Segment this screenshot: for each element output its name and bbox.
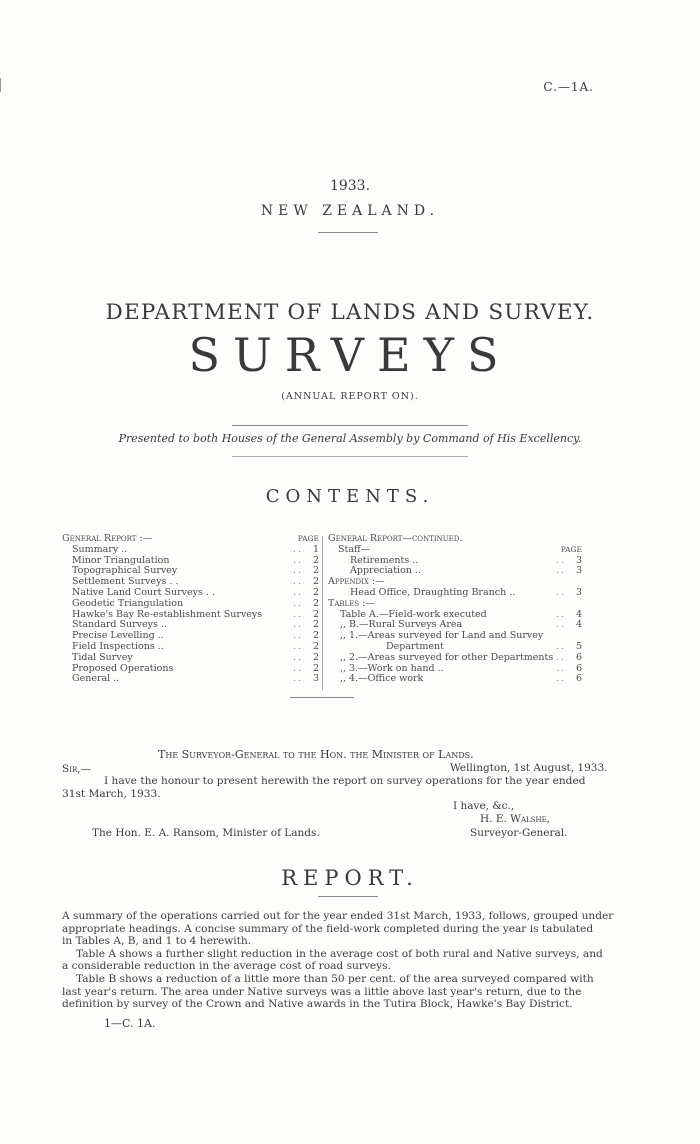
toc-leader-dots: .. — [292, 576, 303, 588]
toc-leader-dots: .. — [292, 597, 303, 609]
department-title: DEPARTMENT OF LANDS AND SURVEY. — [105, 300, 595, 325]
toc-item-page: 3 — [575, 586, 582, 598]
toc-item-label: Hawke's Bay Re-establishment Surveys — [72, 608, 263, 620]
toc-item-page: 3 — [575, 565, 582, 577]
report-line: Table B shows a reduction of a little more than 50 per cent. of the area surveyed compared with — [76, 972, 594, 985]
document-reference: C.—1A. — [543, 80, 594, 94]
toc-item-page: 2 — [312, 640, 319, 652]
toc-item-label: Summary .. — [72, 543, 128, 555]
letter-signer-title: Surveyor-General. — [470, 827, 568, 839]
toc-item-label: ,, 4.—Office work — [340, 673, 424, 685]
toc-item-label: ,, 2.—Areas surveyed for other Departments — [340, 651, 554, 663]
toc-leader-dots: .. — [292, 565, 303, 577]
toc-leader-dots: .. — [555, 586, 566, 598]
divider — [232, 425, 468, 426]
toc-item-page: 6 — [575, 651, 582, 663]
contents-heading: CONTENTS. — [265, 486, 435, 507]
toc-item-label: Tidal Survey — [72, 651, 133, 663]
toc-item-label: Field Inspections .. — [72, 640, 164, 652]
toc-leader-dots: .. — [292, 673, 303, 685]
toc-page-label: PAGE — [297, 534, 319, 543]
report-line: last year's return. The area under Native surveys was a little above last year's return, due to the — [62, 985, 582, 998]
toc-item-label: Table A.—Field-work executed — [340, 608, 487, 620]
toc-item-page: 2 — [312, 576, 319, 588]
report-body — [62, 910, 642, 1011]
report-line: definition by survey of the Crown and Native awards in the Tutira Block, Hawke's Bay District. — [62, 998, 573, 1011]
toc-table-items — [328, 610, 582, 686]
toc-leader-dots: .. — [292, 608, 303, 620]
toc-item-label: Head Office, Draughting Branch .. — [350, 586, 516, 598]
toc-item-page: 2 — [312, 619, 319, 631]
subtitle: (ANNUAL REPORT ON). — [281, 391, 419, 402]
toc-leader-dots: .. — [292, 640, 303, 652]
presented-line: Presented to both Houses of the General Assembly by Command of His Excellency. — [118, 432, 582, 445]
toc-item-label: Department — [386, 640, 444, 652]
toc-leader-dots: .. — [292, 586, 303, 598]
report-line: in Tables A, B, and 1 to 4 herewith. — [62, 935, 252, 948]
toc-staff-items — [328, 556, 582, 578]
toc-item-page: 2 — [312, 586, 319, 598]
country-title: NEW ZEALAND. — [260, 203, 440, 219]
toc-item-label: Retirements .. — [350, 554, 419, 566]
divider — [232, 456, 468, 457]
divider — [290, 697, 354, 698]
toc-leader-dots: .. — [555, 662, 566, 674]
toc-item-page: 2 — [312, 630, 319, 642]
report-line: appropriate headings. A concise summary of the field-work completed during the year is tabulated — [62, 922, 594, 935]
toc-item-label: Minor Triangulation — [72, 554, 170, 566]
toc-item-page: 2 — [312, 597, 319, 609]
toc-item-page: 2 — [312, 651, 319, 663]
toc-leader-dots: .. — [292, 651, 303, 663]
toc-item-page: 6 — [575, 673, 582, 685]
report-heading: REPORT. — [281, 866, 419, 890]
toc-heading-text: General Report :— — [62, 533, 153, 544]
toc-leader-dots: .. — [292, 662, 303, 674]
column-divider — [322, 536, 323, 690]
toc-item-label: Proposed Operations — [72, 662, 174, 674]
toc-item-label: Geodetic Triangulation — [72, 597, 184, 609]
toc-item-page: 5 — [575, 640, 582, 652]
toc-item-page: 2 — [312, 662, 319, 674]
toc-item-label: Appreciation .. — [350, 565, 421, 577]
letter-closing: I have, &c., — [453, 800, 515, 812]
toc-item-page: 1 — [312, 543, 319, 555]
contents-right-column — [328, 534, 582, 685]
toc-subheading-text: Staff— — [338, 543, 371, 555]
toc-leader-dots: .. — [292, 543, 303, 555]
toc-left-items — [62, 545, 319, 685]
toc-leader-dots: .. — [555, 673, 566, 685]
toc-leader-dots: .. — [555, 651, 566, 663]
toc-item-page: 2 — [312, 608, 319, 620]
margin-mark — [0, 78, 7, 92]
letter-addressee: The Hon. E. A. Ransom, Minister of Lands. — [92, 827, 320, 839]
toc-leader-dots: .. — [555, 640, 566, 652]
toc-item-page: 3 — [312, 673, 319, 685]
divider — [318, 232, 378, 233]
main-title: SURVEYS — [188, 328, 512, 382]
toc-item-label: Native Land Court Surveys . . — [72, 586, 215, 598]
toc-item-label: ,, 1.—Areas surveyed for Land and Survey — [340, 630, 544, 642]
footer-reference: 1—C. 1A. — [104, 1017, 156, 1030]
toc-item — [328, 631, 582, 642]
report-line: a considerable reduction in the average cost of road surveys. — [62, 960, 391, 973]
toc-item-label: Precise Levelling .. — [72, 630, 164, 642]
toc-item-page: 4 — [575, 608, 582, 620]
divider — [318, 896, 378, 897]
toc-leader-dots: .. — [292, 619, 303, 631]
toc-leader-dots: .. — [292, 554, 303, 566]
toc-leader-dots: .. — [292, 630, 303, 642]
toc-page-label: PAGE — [560, 544, 582, 554]
toc-heading-text: General Report—continued. — [328, 533, 463, 544]
report-year: 1933. — [329, 178, 371, 194]
toc-item-page: 4 — [575, 619, 582, 631]
toc-item-page: 3 — [575, 554, 582, 566]
report-line: Table A shows a further slight reduction in the average cost of both rural and Native surveys, and — [76, 947, 603, 960]
report-line: A summary of the operations carried out for the year ended 31st March, 1933, follows, grouped under — [62, 910, 614, 922]
toc-leader-dots: .. — [555, 608, 566, 620]
toc-item-label: Standard Surveys .. — [72, 619, 167, 631]
letter-signer: H. E. Walshe, — [480, 813, 551, 825]
toc-item-page: 2 — [312, 565, 319, 577]
toc-leader-dots: .. — [555, 565, 566, 577]
toc-leader-dots: .. — [555, 619, 566, 631]
letter-body-line: 31st March, 1933. — [62, 788, 161, 800]
toc-subheading-text: Tables :— — [328, 597, 375, 609]
toc-item-label: Topographical Survey — [72, 565, 178, 577]
toc-item — [328, 674, 582, 685]
letter-heading: The Surveyor-General to the Hon. the Minister of Lands. — [158, 748, 474, 761]
toc-item-page: 2 — [312, 554, 319, 566]
toc-leader-dots: .. — [555, 554, 566, 566]
contents-left-column — [62, 534, 319, 685]
toc-item-label: Settlement Surveys . . — [72, 576, 179, 588]
toc-item-label: General .. — [72, 673, 120, 685]
letter-place-date: Wellington, 1st August, 1933. — [450, 762, 608, 774]
letter-body-line: I have the honour to present herewith the report on survey operations for the year ended — [104, 775, 586, 787]
toc-item-label: ,, 3.—Work on hand .. — [340, 662, 444, 674]
toc-subheading-text: Appendix :— — [328, 576, 385, 588]
toc-item-page: 6 — [575, 662, 582, 674]
toc-item — [62, 674, 319, 685]
toc-item-label: ,, B.—Rural Surveys Area — [340, 619, 463, 631]
letter-salutation: Sir,— — [62, 763, 92, 775]
